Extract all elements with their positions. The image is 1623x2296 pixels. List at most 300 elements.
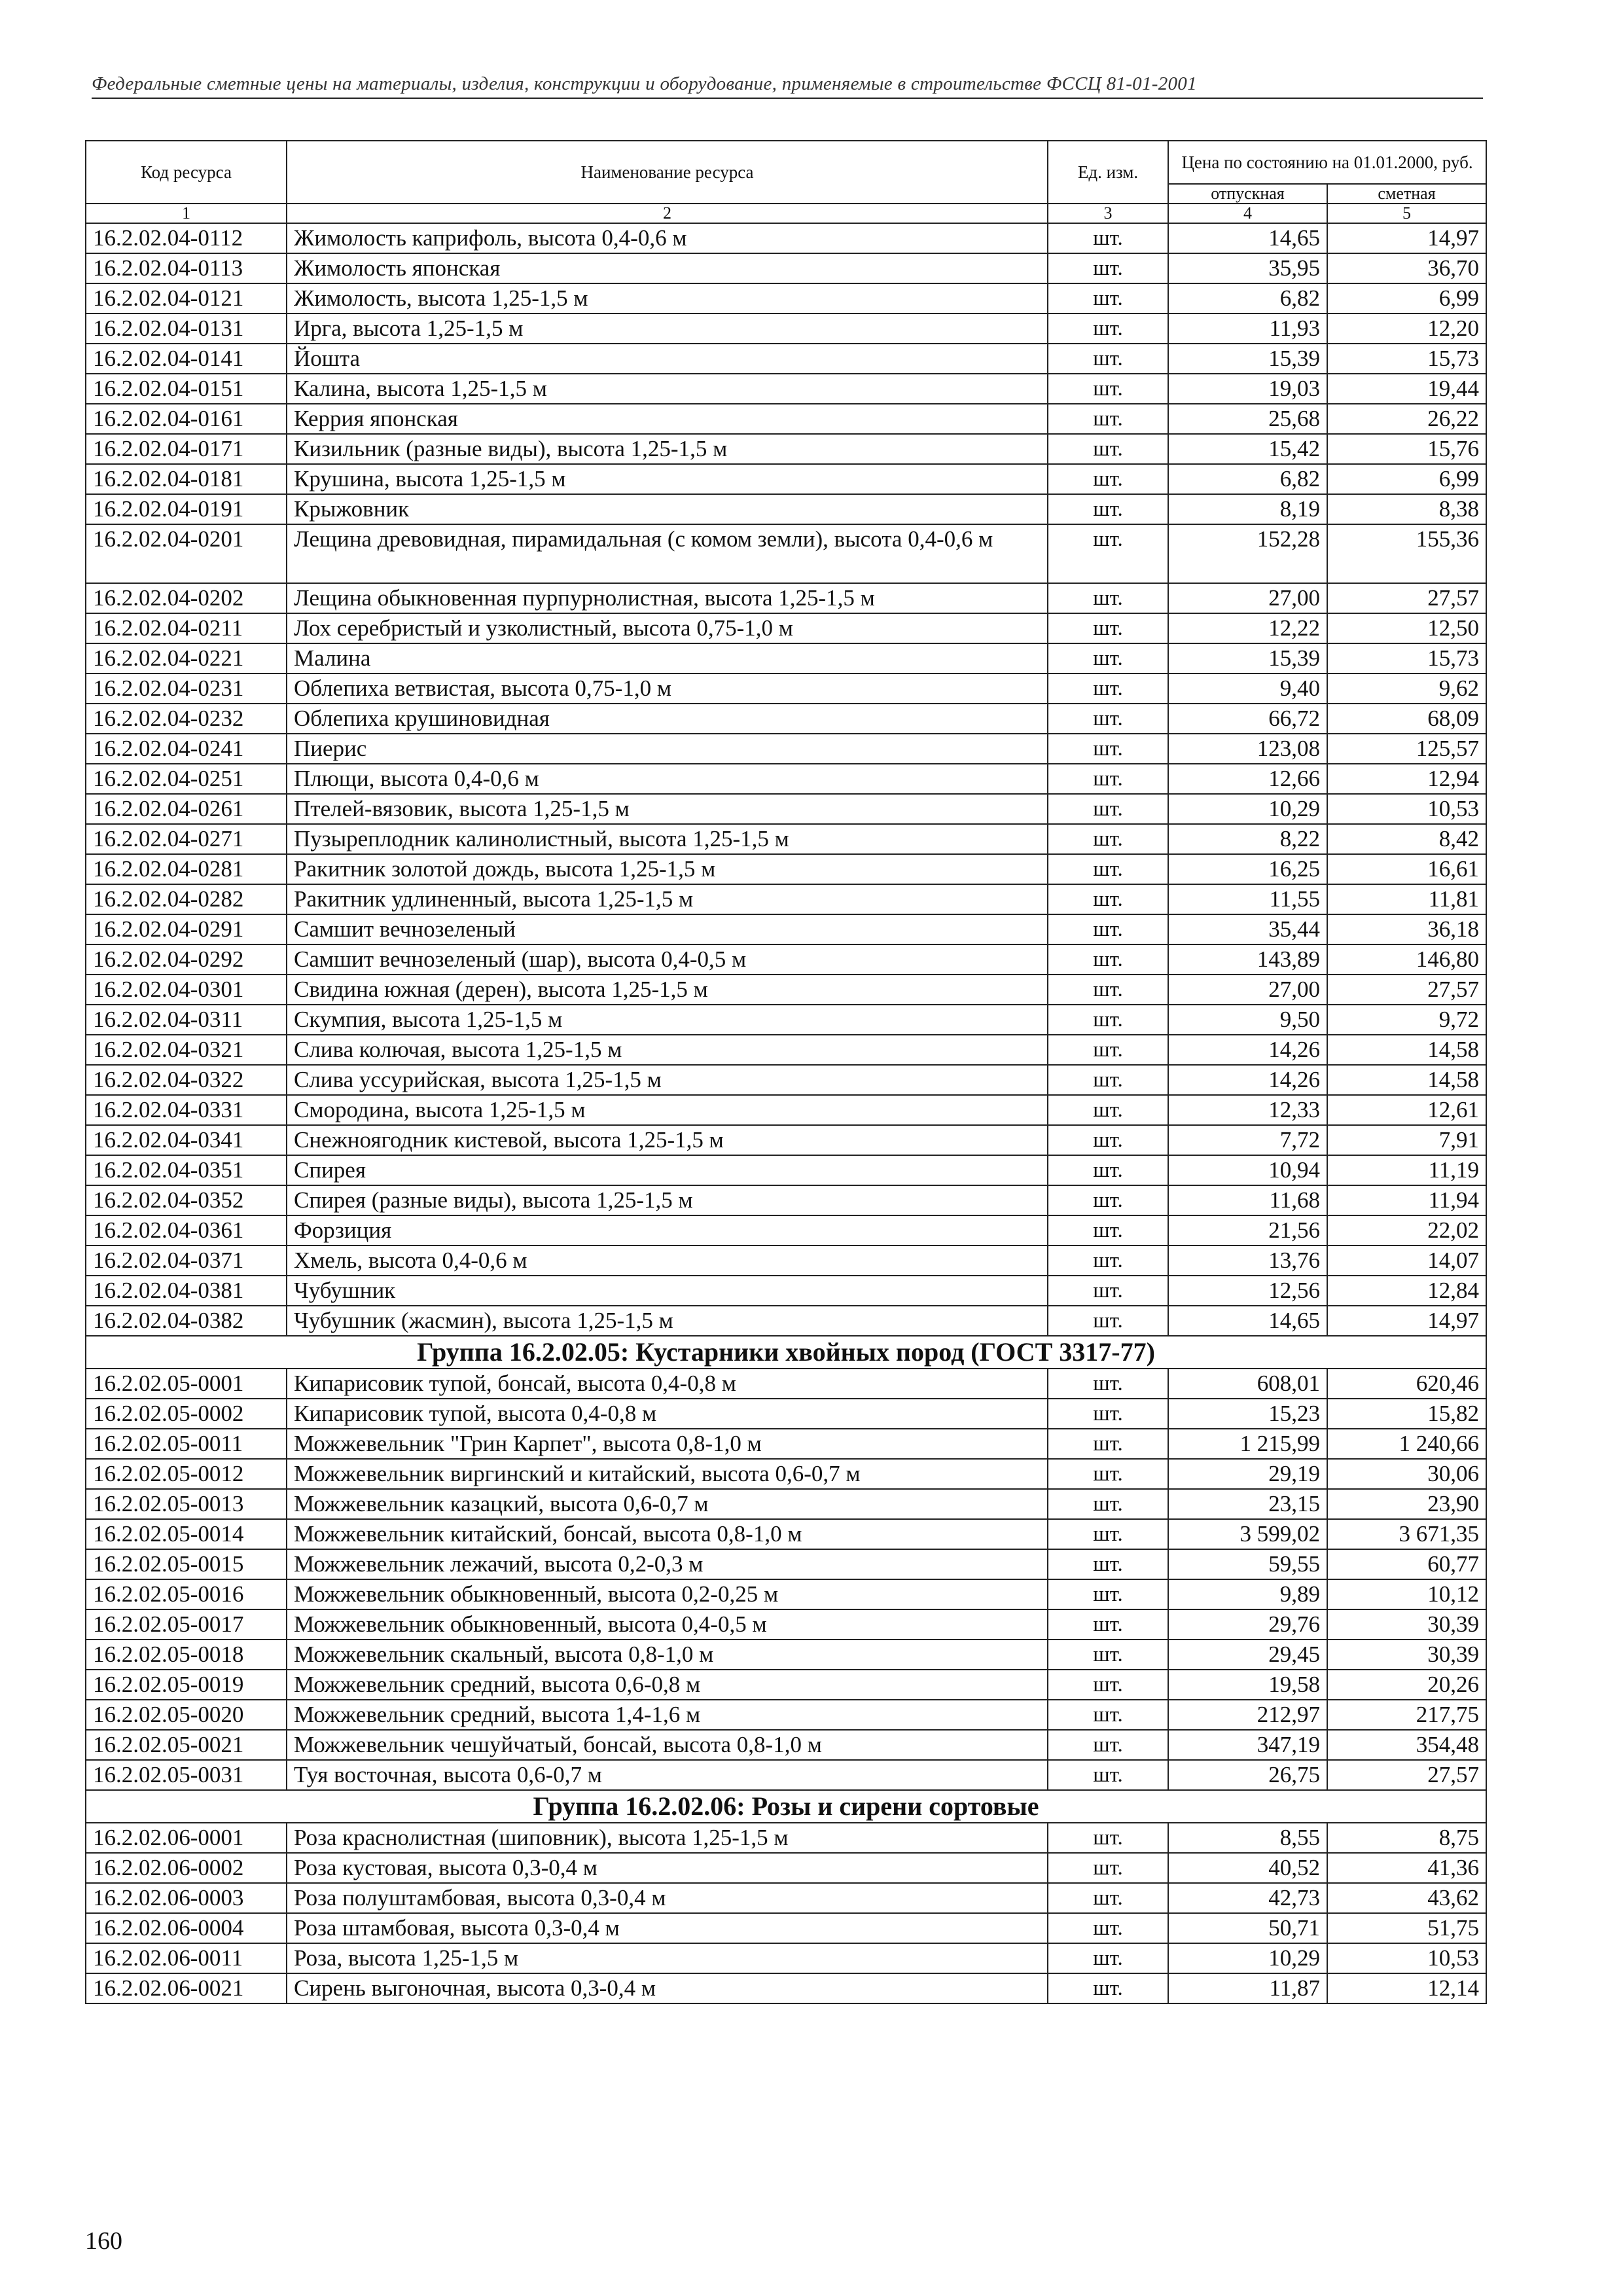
column-number: 4 bbox=[1168, 204, 1327, 223]
release-price-cell: 347,19 bbox=[1168, 1730, 1327, 1760]
table-row bbox=[86, 1519, 1486, 1549]
release-price-cell: 10,94 bbox=[1168, 1155, 1327, 1185]
resource-code-cell: 16.2.02.04-0232 bbox=[86, 704, 287, 734]
release-price-cell: 16,25 bbox=[1168, 854, 1327, 884]
unit-cell: шт. bbox=[1048, 1095, 1168, 1125]
resource-code-cell: 16.2.02.04-0112 bbox=[86, 223, 287, 253]
table-row bbox=[86, 404, 1486, 434]
resource-name-cell: Лещина древовидная, пирамидальная (с комом земли), высота 0,4-0,6 м bbox=[287, 524, 1048, 583]
resource-name-cell: Роза кустовая, высота 0,3-0,4 м bbox=[287, 1853, 1048, 1883]
resource-name-cell: Смородина, высота 1,25-1,5 м bbox=[287, 1095, 1048, 1125]
resource-name-cell: Роза полуштамбовая, высота 0,3-0,4 м bbox=[287, 1883, 1048, 1913]
resource-name-cell: Форзиция bbox=[287, 1215, 1048, 1246]
release-price-cell: 3 599,02 bbox=[1168, 1519, 1327, 1549]
table-row bbox=[86, 673, 1486, 704]
table-row bbox=[86, 1640, 1486, 1670]
resource-name-cell: Малина bbox=[287, 643, 1048, 673]
unit-cell: шт. bbox=[1048, 854, 1168, 884]
unit-cell: шт. bbox=[1048, 1579, 1168, 1609]
resource-code-cell: 16.2.02.04-0113 bbox=[86, 253, 287, 283]
estimate-price-cell: 12,50 bbox=[1327, 613, 1486, 643]
unit-cell: шт. bbox=[1048, 1853, 1168, 1883]
table-row bbox=[86, 1125, 1486, 1155]
table-row bbox=[86, 1215, 1486, 1246]
unit-cell: шт. bbox=[1048, 1730, 1168, 1760]
resource-code-cell: 16.2.02.05-0020 bbox=[86, 1700, 287, 1730]
estimate-price-cell: 10,12 bbox=[1327, 1579, 1486, 1609]
estimate-price-cell: 8,42 bbox=[1327, 824, 1486, 854]
resource-name-cell: Спирея (разные виды), высота 1,25-1,5 м bbox=[287, 1185, 1048, 1215]
resource-code-cell: 16.2.02.05-0011 bbox=[86, 1429, 287, 1459]
estimate-price-cell: 12,94 bbox=[1327, 764, 1486, 794]
table-row bbox=[86, 1549, 1486, 1579]
column-number: 1 bbox=[86, 204, 287, 223]
estimate-price-cell: 11,19 bbox=[1327, 1155, 1486, 1185]
page-number: 160 bbox=[85, 2227, 122, 2255]
resource-name-cell: Скумпия, высота 1,25-1,5 м bbox=[287, 1005, 1048, 1035]
resource-name-cell: Самшит вечнозеленый bbox=[287, 914, 1048, 944]
resource-code-cell: 16.2.02.04-0352 bbox=[86, 1185, 287, 1215]
unit-cell: шт. bbox=[1048, 314, 1168, 344]
resource-name-cell: Ракитник золотой дождь, высота 1,25-1,5 м bbox=[287, 854, 1048, 884]
release-price-cell: 12,22 bbox=[1168, 613, 1327, 643]
resource-name-cell: Облепиха ветвистая, высота 0,75-1,0 м bbox=[287, 673, 1048, 704]
unit-cell: шт. bbox=[1048, 1065, 1168, 1095]
estimate-price-cell: 36,70 bbox=[1327, 253, 1486, 283]
table-row bbox=[86, 1823, 1486, 1853]
resource-code-cell: 16.2.02.04-0331 bbox=[86, 1095, 287, 1125]
table-row bbox=[86, 1399, 1486, 1429]
resource-name-cell: Керрия японская bbox=[287, 404, 1048, 434]
estimate-price-cell: 15,76 bbox=[1327, 434, 1486, 464]
unit-cell: шт. bbox=[1048, 434, 1168, 464]
unit-cell: шт. bbox=[1048, 524, 1168, 583]
table-row bbox=[86, 1489, 1486, 1519]
resource-code-cell: 16.2.02.06-0004 bbox=[86, 1913, 287, 1943]
table-row bbox=[86, 1973, 1486, 2003]
unit-cell: шт. bbox=[1048, 283, 1168, 314]
table-body bbox=[86, 223, 1486, 2003]
estimate-price-cell: 30,39 bbox=[1327, 1609, 1486, 1640]
resource-name-cell: Можжевельник "Грин Карпет", высота 0,8-1,0 м bbox=[287, 1429, 1048, 1459]
unit-cell: шт. bbox=[1048, 1005, 1168, 1035]
resource-code-cell: 16.2.02.04-0221 bbox=[86, 643, 287, 673]
estimate-price-cell: 12,20 bbox=[1327, 314, 1486, 344]
resource-code-cell: 16.2.02.04-0131 bbox=[86, 314, 287, 344]
resource-name-cell: Можжевельник средний, высота 1,4-1,6 м bbox=[287, 1700, 1048, 1730]
unit-cell: шт. bbox=[1048, 673, 1168, 704]
resource-name-cell: Снежноягодник кистевой, высота 1,25-1,5 м bbox=[287, 1125, 1048, 1155]
resource-code-cell: 16.2.02.04-0311 bbox=[86, 1005, 287, 1035]
unit-cell: шт. bbox=[1048, 764, 1168, 794]
resource-code-cell: 16.2.02.04-0381 bbox=[86, 1276, 287, 1306]
release-price-cell: 19,58 bbox=[1168, 1670, 1327, 1700]
unit-cell: шт. bbox=[1048, 914, 1168, 944]
estimate-price-cell: 9,72 bbox=[1327, 1005, 1486, 1035]
resource-code-cell: 16.2.02.04-0211 bbox=[86, 613, 287, 643]
table-row bbox=[86, 854, 1486, 884]
unit-cell: шт. bbox=[1048, 1973, 1168, 2003]
page-header-title: Федеральные сметные цены на материалы, изделия, конструкции и оборудование, применяемые в строительстве ФССЦ 81-01-2001 bbox=[92, 73, 1483, 99]
unit-cell: шт. bbox=[1048, 494, 1168, 524]
resource-name-cell: Ирга, высота 1,25-1,5 м bbox=[287, 314, 1048, 344]
release-price-cell: 8,55 bbox=[1168, 1823, 1327, 1853]
release-price-cell: 11,55 bbox=[1168, 884, 1327, 914]
estimate-price-cell: 217,75 bbox=[1327, 1700, 1486, 1730]
column-number-row bbox=[86, 204, 1486, 223]
table-row bbox=[86, 1760, 1486, 1790]
resource-code-cell: 16.2.02.04-0261 bbox=[86, 794, 287, 824]
table-row bbox=[86, 434, 1486, 464]
resource-name-cell: Можжевельник скальный, высота 0,8-1,0 м bbox=[287, 1640, 1048, 1670]
unit-cell: шт. bbox=[1048, 374, 1168, 404]
estimate-price-cell: 27,57 bbox=[1327, 583, 1486, 613]
release-price-cell: 35,95 bbox=[1168, 253, 1327, 283]
table-row bbox=[86, 223, 1486, 253]
resource-code-cell: 16.2.02.04-0292 bbox=[86, 944, 287, 975]
unit-cell: шт. bbox=[1048, 794, 1168, 824]
unit-cell: шт. bbox=[1048, 1215, 1168, 1246]
resource-name-cell: Кипарисовик тупой, высота 0,4-0,8 м bbox=[287, 1399, 1048, 1429]
release-price-cell: 9,89 bbox=[1168, 1579, 1327, 1609]
release-price-cell: 13,76 bbox=[1168, 1246, 1327, 1276]
estimate-price-cell: 14,07 bbox=[1327, 1246, 1486, 1276]
resource-code-cell: 16.2.02.04-0202 bbox=[86, 583, 287, 613]
resource-name-cell: Спирея bbox=[287, 1155, 1048, 1185]
resource-code-cell: 16.2.02.05-0019 bbox=[86, 1670, 287, 1700]
estimate-price-cell: 51,75 bbox=[1327, 1913, 1486, 1943]
resource-code-cell: 16.2.02.04-0341 bbox=[86, 1125, 287, 1155]
estimate-price-cell: 30,06 bbox=[1327, 1459, 1486, 1489]
resource-code-cell: 16.2.02.04-0281 bbox=[86, 854, 287, 884]
table-row bbox=[86, 1065, 1486, 1095]
release-price-cell: 8,22 bbox=[1168, 824, 1327, 854]
release-price-cell: 15,39 bbox=[1168, 643, 1327, 673]
release-price-cell: 14,26 bbox=[1168, 1035, 1327, 1065]
unit-cell: шт. bbox=[1048, 1459, 1168, 1489]
table-row bbox=[86, 524, 1486, 583]
table-row bbox=[86, 583, 1486, 613]
estimate-price-cell: 1 240,66 bbox=[1327, 1429, 1486, 1459]
group-header-row bbox=[86, 1336, 1486, 1369]
estimate-price-cell: 3 671,35 bbox=[1327, 1519, 1486, 1549]
release-price-cell: 11,87 bbox=[1168, 1973, 1327, 2003]
release-price-cell: 29,76 bbox=[1168, 1609, 1327, 1640]
estimate-price-cell: 11,94 bbox=[1327, 1185, 1486, 1215]
estimate-price-cell: 9,62 bbox=[1327, 673, 1486, 704]
estimate-price-cell: 14,97 bbox=[1327, 223, 1486, 253]
table-row bbox=[86, 1459, 1486, 1489]
resource-name-cell: Можжевельник средний, высота 0,6-0,8 м bbox=[287, 1670, 1048, 1700]
table-row bbox=[86, 1155, 1486, 1185]
release-price-cell: 143,89 bbox=[1168, 944, 1327, 975]
release-price-cell: 12,56 bbox=[1168, 1276, 1327, 1306]
release-price-cell: 9,40 bbox=[1168, 673, 1327, 704]
resource-name-cell: Можжевельник китайский, бонсай, высота 0,8-1,0 м bbox=[287, 1519, 1048, 1549]
unit-cell: шт. bbox=[1048, 1489, 1168, 1519]
table-row bbox=[86, 314, 1486, 344]
unit-cell: шт. bbox=[1048, 734, 1168, 764]
resource-name-cell: Туя восточная, высота 0,6-0,7 м bbox=[287, 1760, 1048, 1790]
resource-name-cell: Жимолость, высота 1,25-1,5 м bbox=[287, 283, 1048, 314]
resource-code-cell: 16.2.02.04-0241 bbox=[86, 734, 287, 764]
estimate-price-cell: 26,22 bbox=[1327, 404, 1486, 434]
release-price-cell: 26,75 bbox=[1168, 1760, 1327, 1790]
resource-name-cell: Можжевельник чешуйчатый, бонсай, высота 0,8-1,0 м bbox=[287, 1730, 1048, 1760]
unit-cell: шт. bbox=[1048, 1276, 1168, 1306]
table-row bbox=[86, 764, 1486, 794]
resource-name-cell: Можжевельник казацкий, высота 0,6-0,7 м bbox=[287, 1489, 1048, 1519]
unit-cell: шт. bbox=[1048, 253, 1168, 283]
estimate-price-cell: 12,61 bbox=[1327, 1095, 1486, 1125]
release-price-cell: 42,73 bbox=[1168, 1883, 1327, 1913]
estimate-price-cell: 354,48 bbox=[1327, 1730, 1486, 1760]
column-header-code: Код ресурса bbox=[86, 141, 287, 204]
group-header-row bbox=[86, 1790, 1486, 1823]
column-number: 2 bbox=[287, 204, 1048, 223]
resource-name-cell: Жимолость каприфоль, высота 0,4-0,6 м bbox=[287, 223, 1048, 253]
resource-name-cell: Кизильник (разные виды), высота 1,25-1,5 м bbox=[287, 434, 1048, 464]
table-row bbox=[86, 1095, 1486, 1125]
unit-cell: шт. bbox=[1048, 1549, 1168, 1579]
estimate-price-cell: 60,77 bbox=[1327, 1549, 1486, 1579]
resource-name-cell: Роза, высота 1,25-1,5 м bbox=[287, 1943, 1048, 1973]
estimate-price-cell: 15,82 bbox=[1327, 1399, 1486, 1429]
estimate-price-cell: 27,57 bbox=[1327, 1760, 1486, 1790]
column-number: 5 bbox=[1327, 204, 1486, 223]
release-price-cell: 25,68 bbox=[1168, 404, 1327, 434]
resource-name-cell: Чубушник (жасмин), высота 1,25-1,5 м bbox=[287, 1306, 1048, 1336]
resource-code-cell: 16.2.02.05-0031 bbox=[86, 1760, 287, 1790]
release-price-cell: 10,29 bbox=[1168, 794, 1327, 824]
unit-cell: шт. bbox=[1048, 404, 1168, 434]
unit-cell: шт. bbox=[1048, 1125, 1168, 1155]
table-row bbox=[86, 1185, 1486, 1215]
unit-cell: шт. bbox=[1048, 1640, 1168, 1670]
release-price-cell: 59,55 bbox=[1168, 1549, 1327, 1579]
unit-cell: шт. bbox=[1048, 583, 1168, 613]
table-row bbox=[86, 1943, 1486, 1973]
unit-cell: шт. bbox=[1048, 944, 1168, 975]
unit-cell: шт. bbox=[1048, 1883, 1168, 1913]
release-price-cell: 40,52 bbox=[1168, 1853, 1327, 1883]
resource-code-cell: 16.2.02.04-0151 bbox=[86, 374, 287, 404]
resource-name-cell: Можжевельник обыкновенный, высота 0,4-0,5 м bbox=[287, 1609, 1048, 1640]
resource-name-cell: Крыжовник bbox=[287, 494, 1048, 524]
resource-name-cell: Лещина обыкновенная пурпурнолистная, высота 1,25-1,5 м bbox=[287, 583, 1048, 613]
resource-name-cell: Роза штамбовая, высота 0,3-0,4 м bbox=[287, 1913, 1048, 1943]
resource-code-cell: 16.2.02.04-0161 bbox=[86, 404, 287, 434]
unit-cell: шт. bbox=[1048, 1943, 1168, 1973]
resource-code-cell: 16.2.02.04-0231 bbox=[86, 673, 287, 704]
resource-name-cell: Можжевельник лежачий, высота 0,2-0,3 м bbox=[287, 1549, 1048, 1579]
table-row bbox=[86, 704, 1486, 734]
estimate-price-cell: 8,38 bbox=[1327, 494, 1486, 524]
resource-name-cell: Можжевельник обыкновенный, высота 0,2-0,25 м bbox=[287, 1579, 1048, 1609]
resource-name-cell: Хмель, высота 0,4-0,6 м bbox=[287, 1246, 1048, 1276]
resource-code-cell: 16.2.02.05-0015 bbox=[86, 1549, 287, 1579]
resource-code-cell: 16.2.02.04-0301 bbox=[86, 975, 287, 1005]
resource-code-cell: 16.2.02.04-0361 bbox=[86, 1215, 287, 1246]
resource-code-cell: 16.2.02.04-0251 bbox=[86, 764, 287, 794]
table-row bbox=[86, 1369, 1486, 1399]
resource-name-cell: Лох серебристый и узколистный, высота 0,75-1,0 м bbox=[287, 613, 1048, 643]
unit-cell: шт. bbox=[1048, 1700, 1168, 1730]
resource-name-cell: Слива уссурийская, высота 1,25-1,5 м bbox=[287, 1065, 1048, 1095]
release-price-cell: 11,93 bbox=[1168, 314, 1327, 344]
resource-code-cell: 16.2.02.06-0003 bbox=[86, 1883, 287, 1913]
resource-name-cell: Кипарисовик тупой, бонсай, высота 0,4-0,8 м bbox=[287, 1369, 1048, 1399]
estimate-price-cell: 12,84 bbox=[1327, 1276, 1486, 1306]
table-row bbox=[86, 1853, 1486, 1883]
estimate-price-cell: 12,14 bbox=[1327, 1973, 1486, 2003]
column-header-name: Наименование ресурса bbox=[287, 141, 1048, 204]
release-price-cell: 66,72 bbox=[1168, 704, 1327, 734]
release-price-cell: 14,26 bbox=[1168, 1065, 1327, 1095]
release-price-cell: 27,00 bbox=[1168, 583, 1327, 613]
resource-name-cell: Свидина южная (дерен), высота 1,25-1,5 м bbox=[287, 975, 1048, 1005]
resource-name-cell: Слива колючая, высота 1,25-1,5 м bbox=[287, 1035, 1048, 1065]
resource-code-cell: 16.2.02.04-0201 bbox=[86, 524, 287, 583]
unit-cell: шт. bbox=[1048, 1429, 1168, 1459]
release-price-cell: 10,29 bbox=[1168, 1943, 1327, 1973]
table-row bbox=[86, 643, 1486, 673]
resource-code-cell: 16.2.02.04-0191 bbox=[86, 494, 287, 524]
table-row bbox=[86, 734, 1486, 764]
resource-code-cell: 16.2.02.06-0001 bbox=[86, 1823, 287, 1853]
column-header-price-group: Цена по состоянию на 01.01.2000, руб. bbox=[1168, 141, 1486, 184]
resource-code-cell: 16.2.02.04-0141 bbox=[86, 344, 287, 374]
release-price-cell: 29,19 bbox=[1168, 1459, 1327, 1489]
resource-code-cell: 16.2.02.05-0014 bbox=[86, 1519, 287, 1549]
release-price-cell: 6,82 bbox=[1168, 464, 1327, 494]
release-price-cell: 123,08 bbox=[1168, 734, 1327, 764]
unit-cell: шт. bbox=[1048, 1185, 1168, 1215]
release-price-cell: 8,19 bbox=[1168, 494, 1327, 524]
release-price-cell: 15,23 bbox=[1168, 1399, 1327, 1429]
release-price-cell: 21,56 bbox=[1168, 1215, 1327, 1246]
estimate-price-cell: 11,81 bbox=[1327, 884, 1486, 914]
column-header-unit: Ед. изм. bbox=[1048, 141, 1168, 204]
estimate-price-cell: 14,58 bbox=[1327, 1065, 1486, 1095]
estimate-price-cell: 19,44 bbox=[1327, 374, 1486, 404]
unit-cell: шт. bbox=[1048, 1913, 1168, 1943]
unit-cell: шт. bbox=[1048, 1246, 1168, 1276]
estimate-price-cell: 620,46 bbox=[1327, 1369, 1486, 1399]
estimate-price-cell: 14,97 bbox=[1327, 1306, 1486, 1336]
unit-cell: шт. bbox=[1048, 824, 1168, 854]
table-row bbox=[86, 613, 1486, 643]
release-price-cell: 14,65 bbox=[1168, 1306, 1327, 1336]
estimate-price-cell: 27,57 bbox=[1327, 975, 1486, 1005]
estimate-price-cell: 22,02 bbox=[1327, 1215, 1486, 1246]
release-price-cell: 35,44 bbox=[1168, 914, 1327, 944]
table-row bbox=[86, 253, 1486, 283]
unit-cell: шт. bbox=[1048, 1609, 1168, 1640]
resource-name-cell: Самшит вечнозеленый (шар), высота 0,4-0,5 м bbox=[287, 944, 1048, 975]
estimate-price-cell: 7,91 bbox=[1327, 1125, 1486, 1155]
resource-name-cell: Сирень выгоночная, высота 0,3-0,4 м bbox=[287, 1973, 1048, 2003]
unit-cell: шт. bbox=[1048, 1035, 1168, 1065]
table-row bbox=[86, 914, 1486, 944]
release-price-cell: 12,66 bbox=[1168, 764, 1327, 794]
table-row bbox=[86, 1730, 1486, 1760]
table-row bbox=[86, 1609, 1486, 1640]
resource-name-cell: Жимолость японская bbox=[287, 253, 1048, 283]
table-row bbox=[86, 283, 1486, 314]
release-price-cell: 7,72 bbox=[1168, 1125, 1327, 1155]
resource-code-cell: 16.2.02.04-0271 bbox=[86, 824, 287, 854]
unit-cell: шт. bbox=[1048, 223, 1168, 253]
resource-code-cell: 16.2.02.05-0016 bbox=[86, 1579, 287, 1609]
table-row bbox=[86, 1670, 1486, 1700]
estimate-price-cell: 10,53 bbox=[1327, 794, 1486, 824]
resource-name-cell: Птелей-вязовик, высота 1,25-1,5 м bbox=[287, 794, 1048, 824]
resource-code-cell: 16.2.02.04-0382 bbox=[86, 1306, 287, 1336]
resource-code-cell: 16.2.02.04-0321 bbox=[86, 1035, 287, 1065]
estimate-price-cell: 125,57 bbox=[1327, 734, 1486, 764]
release-price-cell: 15,42 bbox=[1168, 434, 1327, 464]
release-price-cell: 1 215,99 bbox=[1168, 1429, 1327, 1459]
table-row bbox=[86, 1700, 1486, 1730]
release-price-cell: 50,71 bbox=[1168, 1913, 1327, 1943]
table-row bbox=[86, 824, 1486, 854]
release-price-cell: 212,97 bbox=[1168, 1700, 1327, 1730]
resource-code-cell: 16.2.02.06-0002 bbox=[86, 1853, 287, 1883]
resource-name-cell: Облепиха крушиновидная bbox=[287, 704, 1048, 734]
column-header-release: отпускная bbox=[1168, 184, 1327, 204]
unit-cell: шт. bbox=[1048, 704, 1168, 734]
table-row bbox=[86, 344, 1486, 374]
estimate-price-cell: 43,62 bbox=[1327, 1883, 1486, 1913]
resource-code-cell: 16.2.02.04-0351 bbox=[86, 1155, 287, 1185]
resource-name-cell: Роза краснолистная (шиповник), высота 1,25-1,5 м bbox=[287, 1823, 1048, 1853]
resource-code-cell: 16.2.02.05-0018 bbox=[86, 1640, 287, 1670]
table-row bbox=[86, 1276, 1486, 1306]
release-price-cell: 12,33 bbox=[1168, 1095, 1327, 1125]
resource-code-cell: 16.2.02.05-0017 bbox=[86, 1609, 287, 1640]
release-price-cell: 27,00 bbox=[1168, 975, 1327, 1005]
release-price-cell: 15,39 bbox=[1168, 344, 1327, 374]
resource-code-cell: 16.2.02.05-0021 bbox=[86, 1730, 287, 1760]
unit-cell: шт. bbox=[1048, 643, 1168, 673]
unit-cell: шт. bbox=[1048, 1399, 1168, 1429]
table-row bbox=[86, 1035, 1486, 1065]
release-price-cell: 23,15 bbox=[1168, 1489, 1327, 1519]
unit-cell: шт. bbox=[1048, 464, 1168, 494]
estimate-price-cell: 15,73 bbox=[1327, 643, 1486, 673]
estimate-price-cell: 16,61 bbox=[1327, 854, 1486, 884]
column-number: 3 bbox=[1048, 204, 1168, 223]
group-title: Группа 16.2.02.06: Розы и сирени сортовые bbox=[86, 1790, 1486, 1823]
resource-code-cell: 16.2.02.04-0291 bbox=[86, 914, 287, 944]
resource-code-cell: 16.2.02.04-0282 bbox=[86, 884, 287, 914]
unit-cell: шт. bbox=[1048, 613, 1168, 643]
column-header-estimate: сметная bbox=[1327, 184, 1486, 204]
estimate-price-cell: 10,53 bbox=[1327, 1943, 1486, 1973]
price-table bbox=[85, 140, 1487, 2004]
table-row bbox=[86, 944, 1486, 975]
unit-cell: шт. bbox=[1048, 1519, 1168, 1549]
table-row bbox=[86, 1246, 1486, 1276]
resource-code-cell: 16.2.02.05-0013 bbox=[86, 1489, 287, 1519]
unit-cell: шт. bbox=[1048, 1155, 1168, 1185]
unit-cell: шт. bbox=[1048, 1670, 1168, 1700]
resource-code-cell: 16.2.02.04-0322 bbox=[86, 1065, 287, 1095]
unit-cell: шт. bbox=[1048, 1369, 1168, 1399]
table-row bbox=[86, 1883, 1486, 1913]
estimate-price-cell: 6,99 bbox=[1327, 283, 1486, 314]
